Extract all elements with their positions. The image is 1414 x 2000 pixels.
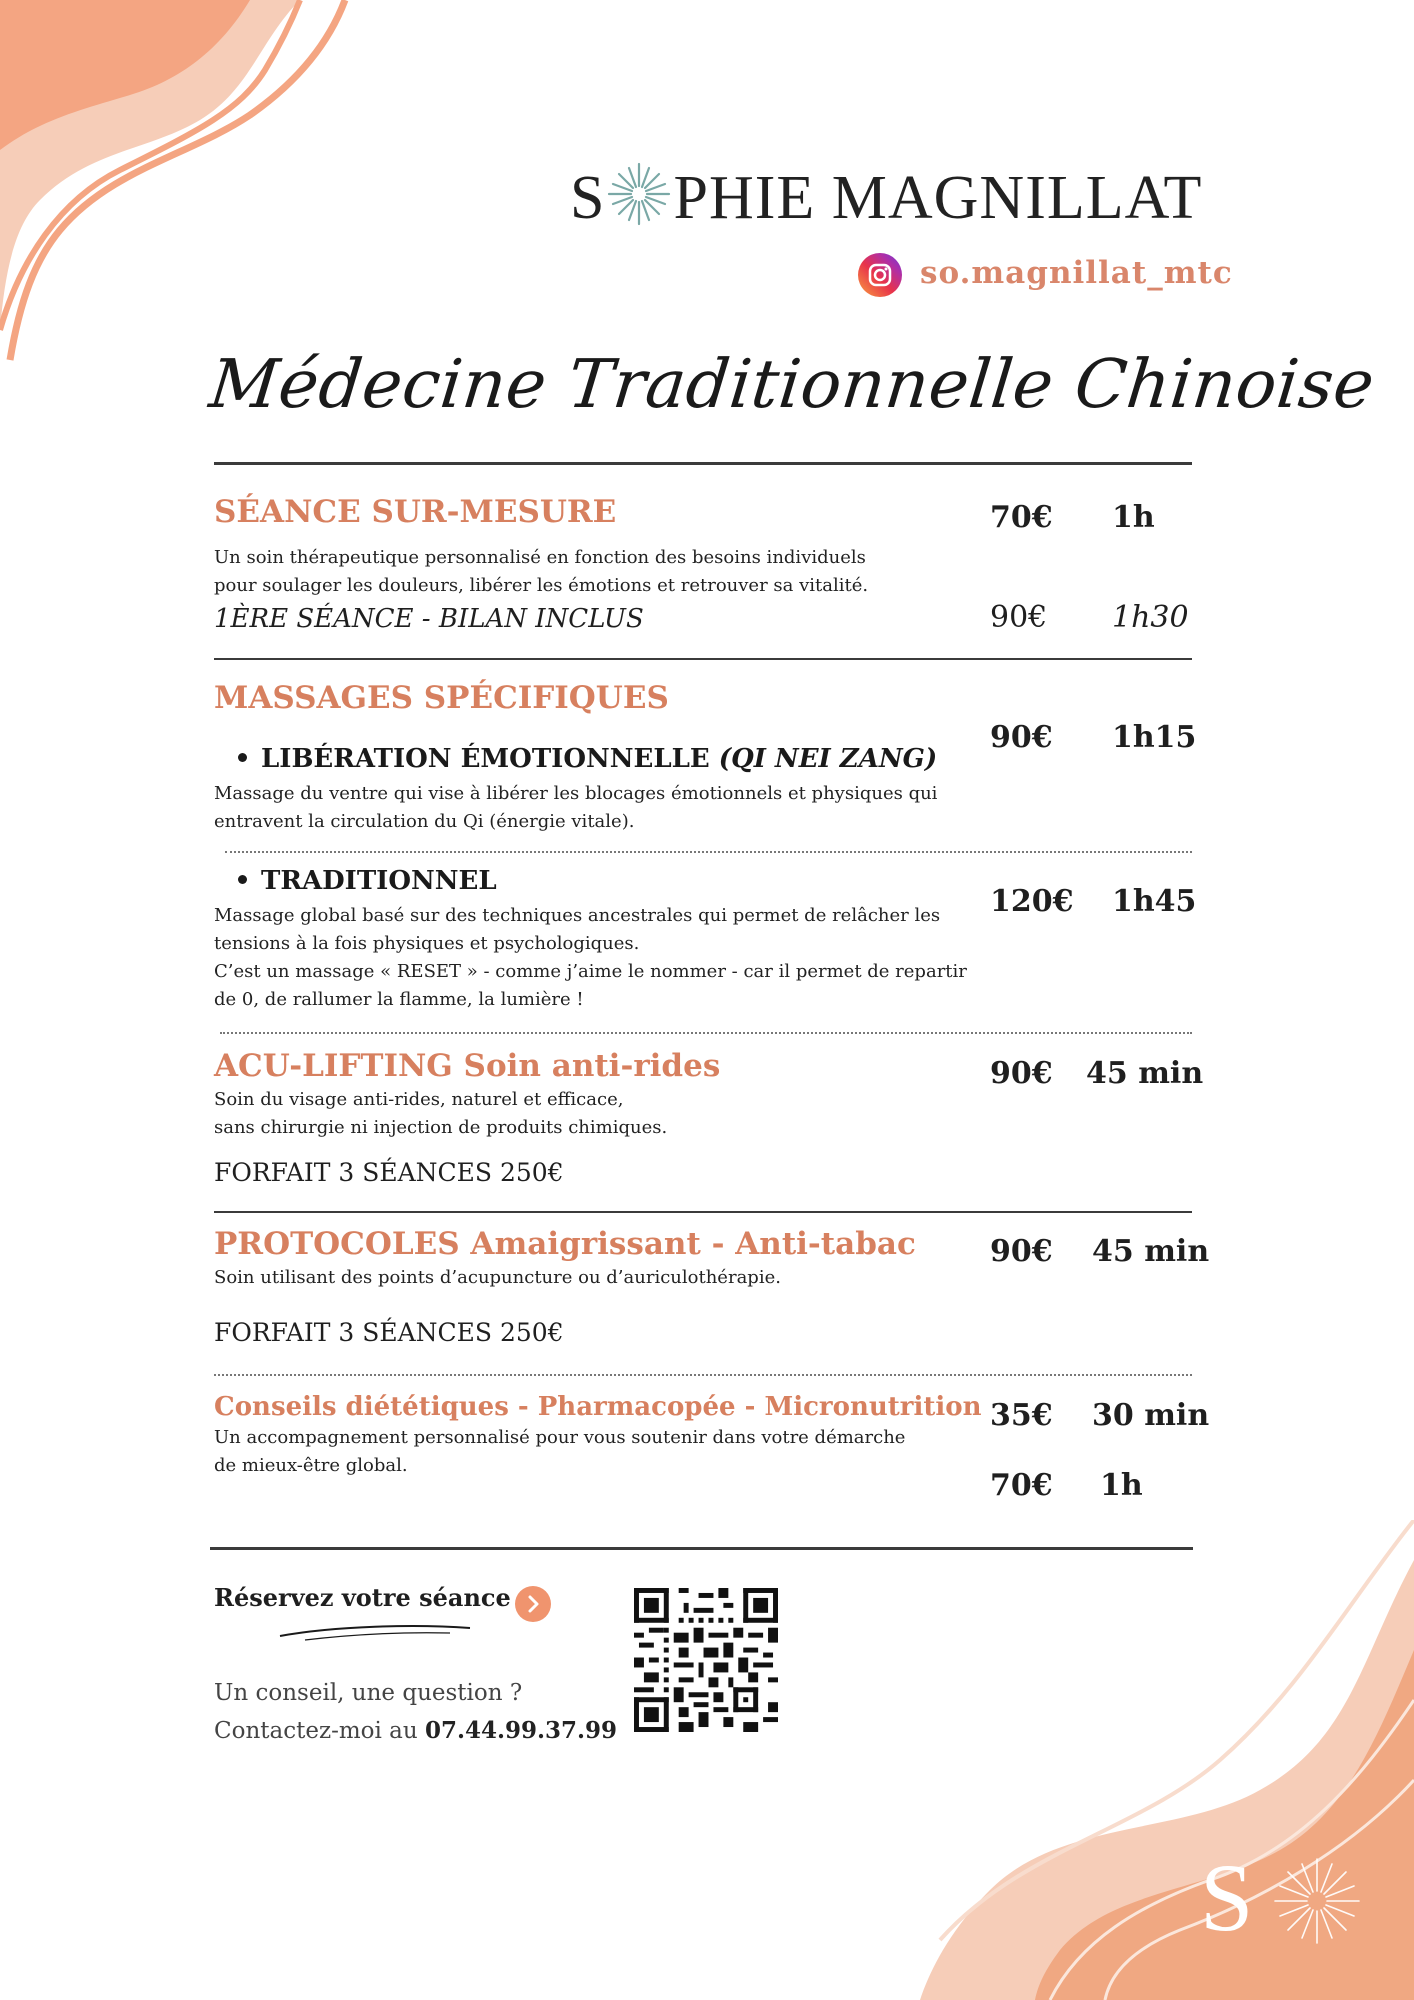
- acu-heading: ACU-LIFTING Soin anti-rides: [214, 1048, 721, 1084]
- protocoles-forfait: FORFAIT 3 SÉANCES 250€: [214, 1318, 564, 1347]
- acu-price: 90€: [990, 1056, 1053, 1091]
- contact-block: [214, 1675, 617, 1750]
- massage-traditional-desc-line: Massage global basé sur des techniques ancestrales qui permet de relâcher les: [214, 905, 941, 926]
- massage-traditional-desc-line: C’est un massage « RESET » - comme j’aime le nommer - car il permet de repartir: [214, 961, 967, 982]
- instagram-handle: so.magnillat_mtc: [920, 255, 1233, 291]
- massage-traditional-title: [238, 866, 497, 896]
- massage-traditional-desc-line: tensions à la fois physiques et psychologiques.: [214, 933, 640, 954]
- first-session-label: 1ÈRE SÉANCE - BILAN INCLUS: [214, 604, 644, 634]
- acu-desc-line: Soin du visage anti-rides, naturel et efficace,: [214, 1089, 624, 1110]
- conseils-desc-line: de mieux-être global.: [214, 1455, 408, 1476]
- conseils-heading: Conseils diététiques - Pharmacopée - Micronutrition: [214, 1392, 982, 1422]
- divider: [214, 462, 1192, 465]
- dotted-divider: [225, 851, 1192, 853]
- top-left-wave-decoration: [0, 0, 380, 380]
- massage-traditional-desc-line: de 0, de rallumer la flamme, la lumière !: [214, 989, 584, 1010]
- dotted-divider: [214, 1374, 1192, 1376]
- massage-emotional-price: 90€: [990, 720, 1053, 755]
- massage-emotional-title: [238, 744, 937, 774]
- bullet-icon: [238, 875, 247, 884]
- massage-traditional-price: 120€: [990, 884, 1074, 919]
- conseils-duration-2: 1h: [1100, 1468, 1143, 1503]
- monogram-logo: [1200, 1844, 1390, 1958]
- massage-traditional-description: [214, 902, 967, 1014]
- seance-desc-line: pour soulager les douleurs, libérer les émotions et retrouver sa vitalité.: [214, 575, 869, 596]
- brand-logo: [570, 160, 1210, 236]
- massage-traditional-name: TRADITIONNEL: [261, 866, 497, 896]
- massage-traditional-duration: 1h45: [1112, 884, 1197, 919]
- protocoles-price: 90€: [990, 1234, 1053, 1269]
- instagram-link[interactable]: [858, 253, 1233, 297]
- acu-description: [214, 1086, 667, 1142]
- dotted-divider: [220, 1032, 1192, 1034]
- massage-emotional-desc-line: Massage du ventre qui vise à libérer les blocages émotionnels et physiques qui: [214, 783, 938, 804]
- massages-heading: MASSAGES SPÉCIFIQUES: [214, 680, 669, 716]
- conseils-description: [214, 1424, 905, 1480]
- conseils-desc-line: Un accompagnement personnalisé pour vous soutenir dans votre démarche: [214, 1427, 906, 1448]
- seance-heading: SÉANCE SUR-MESURE: [214, 494, 617, 530]
- protocoles-heading: PROTOCOLES Amaigrissant - Anti-tabac: [214, 1226, 916, 1262]
- reserve-arrow-button[interactable]: [515, 1586, 551, 1622]
- first-session-price: 90€: [990, 600, 1048, 635]
- conseils-price-2: 70€: [990, 1468, 1053, 1503]
- brand-name-prefix: S: [570, 164, 606, 232]
- seance-price: 70€: [990, 500, 1053, 535]
- massage-emotional-name: LIBÉRATION ÉMOTIONNELLE: [261, 744, 710, 774]
- contact-prefix: Contactez-moi au: [214, 1718, 425, 1744]
- instagram-icon: [858, 253, 902, 297]
- sunburst-icon: [1272, 1856, 1362, 1946]
- booking-qr-code[interactable]: [634, 1588, 778, 1732]
- monogram-letter: S: [1200, 1844, 1254, 1951]
- sunburst-icon: [607, 162, 671, 226]
- conseils-price-1: 35€: [990, 1398, 1053, 1433]
- page-title: Médecine Traditionnelle Chinoise: [205, 345, 1379, 423]
- contact-line: [214, 1712, 617, 1750]
- massage-emotional-description: [214, 780, 937, 836]
- reserve-label: Réservez votre séance: [214, 1583, 511, 1612]
- divider: [214, 658, 1192, 660]
- acu-duration: 45 min: [1086, 1056, 1204, 1091]
- acu-forfait: FORFAIT 3 SÉANCES 250€: [214, 1158, 564, 1187]
- chevron-right-icon: [515, 1586, 551, 1622]
- seance-desc-line: Un soin thérapeutique personnalisé en fonction des besoins individuels: [214, 547, 866, 568]
- massage-emotional-subtitle: (QI NEI ZANG): [718, 744, 938, 774]
- contact-line: Un conseil, une question ?: [214, 1680, 523, 1706]
- seance-description: [214, 544, 868, 600]
- conseils-duration-1: 30 min: [1092, 1398, 1210, 1433]
- protocoles-description: Soin utilisant des points d’acupuncture ou d’auriculothérapie.: [214, 1267, 781, 1288]
- massage-emotional-duration: 1h15: [1112, 720, 1197, 755]
- seance-duration: 1h: [1112, 500, 1155, 535]
- bullet-icon: [238, 753, 247, 762]
- acu-desc-line: sans chirurgie ni injection de produits chimiques.: [214, 1117, 668, 1138]
- massage-emotional-desc-line: entravent la circulation du Qi (énergie vitale).: [214, 811, 635, 832]
- reserve-underline: [275, 1622, 475, 1642]
- brand-name-suffix: PHIE MAGNILLAT: [673, 164, 1203, 232]
- divider: [210, 1547, 1193, 1550]
- protocoles-duration: 45 min: [1092, 1234, 1210, 1269]
- divider: [214, 1211, 1192, 1213]
- first-session-duration: 1h30: [1112, 600, 1189, 635]
- phone-number[interactable]: 07.44.99.37.99: [425, 1717, 618, 1744]
